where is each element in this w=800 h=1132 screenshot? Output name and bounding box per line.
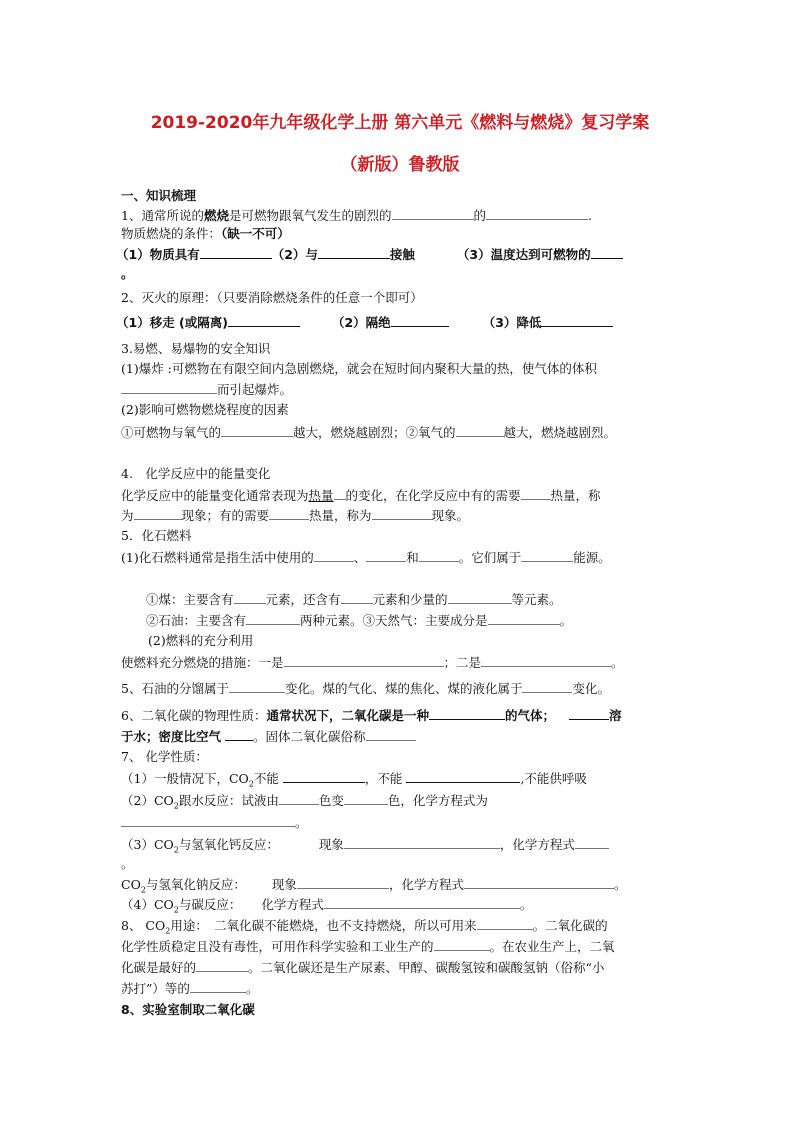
s7-p2-eq [121,814,308,831]
s4-l1 [121,487,601,504]
text: 元素，还含有 [265,592,341,607]
text: 越大，燃烧越剧烈。 [503,425,617,440]
s3-heading: 3.易燃、易爆物的安全知识 [121,341,271,356]
text: 的变化，在化学反应中有的需要 [345,488,521,503]
text: 色，化学方程式为 [387,793,488,808]
subscript: 2 [140,885,146,895]
text: （4）CO [121,897,174,912]
s3-l4 [121,424,616,441]
text: (1)化石燃料通常是指生活中使用的 [121,550,314,565]
lab-heading: 8、实验室制取二氧化碳 [121,1002,255,1017]
blank[interactable] [341,591,373,604]
text: （3）CO [121,837,174,852]
document-title-line1: 2019-2020年九年级化学上册 第六单元《燃料与燃烧》复习学案 [150,113,650,133]
subscript: 2 [173,845,179,855]
text: 和 [406,550,419,565]
s3-l2 [121,381,292,398]
blank[interactable] [121,814,295,827]
blank[interactable] [284,654,444,667]
blank[interactable] [279,792,319,805]
s4-heading: 4. 化学反应中的能量变化 [121,466,271,481]
blank[interactable] [283,770,365,783]
blank[interactable] [324,896,520,909]
text: 现象。 [431,508,470,523]
text: 化学反应中的能量变化通常表现为 [121,488,309,503]
text: 。二氧化碳还是生产尿素、甲醇、碳酸氢铵和碳酸氢钠（俗称“小 [248,960,605,975]
text: 化碳是最好的 [121,960,197,975]
text: 、 [353,550,367,565]
text: ；二是 [443,655,482,670]
text: 变化。 [572,681,610,696]
s5-measures [121,654,624,671]
s7-p4 [121,896,532,919]
subscript: 2 [248,779,254,789]
text: 6、二氧化碳的物理性质： [121,708,267,723]
text: （1）物质具有 [116,247,200,262]
text: ，化学方程式 [499,837,575,852]
text: 8、 CO [121,918,166,933]
blank[interactable] [297,876,389,889]
text: ，不能 [364,771,403,786]
text: 与氢氧化钙反应： [178,837,279,852]
conditions-items [116,246,623,263]
s4-l2 [121,507,469,524]
s2-line: 2、灭火的原理：（只要消除燃烧条件的任意一个即可） [121,290,423,305]
text: 现象 [271,877,297,892]
text: 。 [519,897,533,912]
text: 两种元素。③天然气：主要成分是 [300,613,488,628]
s8-l1 [121,917,608,940]
blank[interactable] [406,770,520,783]
blank[interactable] [522,680,572,693]
blank[interactable] [344,792,388,805]
text: 溶 [609,708,622,723]
s8-l2 [121,938,615,955]
text: 与氢氧化钠反应： [145,877,246,892]
text: （3）温度达到可燃物的 [456,247,591,262]
text: （2）隔绝 [331,315,391,330]
text: 。 [121,266,134,281]
blank[interactable] [488,612,560,625]
text: 物质燃烧的条件： [121,226,222,241]
text: 的气体； [504,708,555,723]
text: 使燃料充分燃烧的措施：一是 [121,655,284,670]
document-title-line2: （新版）鲁教版 [340,155,460,175]
text: 现象 [318,837,344,852]
blank[interactable] [486,207,588,220]
text: 。 [121,856,134,871]
subscript: 2 [173,801,179,811]
text: (2)影响可燃物燃烧程度的因素 [121,402,289,417]
text: 。 [559,613,573,628]
blank[interactable] [229,680,285,693]
blank[interactable] [190,980,246,993]
text: (2)燃料的充分利用 [148,633,254,648]
blank[interactable] [221,424,293,437]
s5-heading: 5．化石燃料 [121,528,192,543]
text: 于水；密度比空气 [121,729,222,744]
text: 越大，燃烧越剧烈；②氧气的 [293,425,456,440]
text: ②石油：主要含有 [146,613,247,628]
text: 跟水反应：试液由 [178,793,279,808]
s5b-line [121,680,610,697]
text: （1）移走 (或隔离) [116,315,228,330]
blank[interactable] [591,246,623,259]
text: 。 [295,815,308,830]
text: 。二氧化碳的 [532,918,608,933]
blank[interactable] [448,591,512,604]
text: 。 [253,729,266,744]
text: 。在农业生产上，二氧 [489,939,615,954]
blank[interactable] [392,207,474,220]
text: 色变 [318,793,344,808]
text: 固体二氧化碳俗称 [265,729,366,744]
s8-l3 [121,959,604,976]
blank[interactable] [434,938,490,951]
conditions-line [121,226,290,242]
blank[interactable] [521,487,551,500]
text: 燃烧 [203,208,229,223]
text: 热量，称 [550,488,601,503]
text: 苏打”）等的 [121,981,190,996]
text: 化学性质稳定且没有毒性，可用作科学实验和工业生产的 [121,939,434,954]
text: 是可燃物跟氧气发生的剧烈的 [228,208,392,223]
text: 化学方程式 [261,897,324,912]
s7-heading: 7、 化学性质： [121,749,208,764]
blank[interactable] [429,707,505,720]
blank[interactable] [314,549,354,562]
blank[interactable] [541,314,613,327]
blank[interactable] [372,507,432,520]
text: （3）降低 [482,315,542,330]
s5-oil [146,612,572,629]
blank[interactable] [225,728,253,741]
s7-p3 [121,836,609,859]
text: 接触 [389,247,415,262]
blank[interactable] [234,591,266,604]
text: 。 [611,655,624,670]
text: ，化学方程式 [388,877,464,892]
s6-l2 [121,728,416,745]
text: 等元素。 [511,592,562,607]
text: ,不能供呼吸 [520,771,587,786]
text: 热量 [308,488,334,503]
blank[interactable] [477,917,533,930]
blank[interactable] [334,487,346,500]
section-heading: 一、知识梳理 [121,188,197,203]
text: 元素和少量的 [372,592,448,607]
text: 能源。 [573,550,611,565]
blank[interactable] [196,959,248,972]
s5-coal [146,591,562,608]
text: ①煤：主要含有 [146,592,234,607]
text: 与碳反应： [178,897,242,912]
blank[interactable] [200,246,272,259]
text: （缺一不可） [221,226,290,241]
text: 。 [613,877,627,892]
subscript: 2 [173,905,179,915]
s2-items [116,314,613,331]
text: （1）一般情况下，CO [121,771,249,786]
blank[interactable] [419,549,459,562]
text: 而引起爆炸。 [217,382,293,397]
q1-line [121,207,592,224]
text: 变化。煤的气化、煤的焦化、煤的液化属于 [284,681,523,696]
text: 5、石油的分馏属于 [121,681,229,696]
blank[interactable] [269,507,309,520]
s7-p1 [121,770,587,793]
text: ①可燃物与氧气的 [121,425,222,440]
text: 现象；有的需要 [181,508,270,523]
text: 的 [473,208,487,223]
text: （2）CO [121,793,174,808]
text: 。 [245,981,259,996]
blank[interactable] [391,314,449,327]
text: CO [121,877,141,892]
blank[interactable] [569,707,609,720]
s6-l1 [121,707,622,724]
blank[interactable] [521,549,573,562]
text: 为 [121,508,134,523]
blank[interactable] [481,654,611,667]
blank[interactable] [456,424,504,437]
blank[interactable] [366,728,416,741]
blank[interactable] [318,246,390,259]
blank[interactable] [121,381,217,394]
blank[interactable] [246,612,300,625]
text: 不能 [253,771,279,786]
blank[interactable] [134,507,182,520]
text: 热量，称为 [309,508,372,523]
s7-p2 [121,792,488,815]
text: (1)爆炸 :可燃物在有限空间内急剧燃烧，就会在短时间内聚积大量的热，使气体的体积 [121,361,597,376]
blank[interactable] [464,876,614,889]
text: 用途： 二氧化碳不能燃烧，也不支持燃烧，所以可用来 [170,918,477,933]
subscript: 2 [165,926,171,936]
s8-l4 [121,980,258,997]
blank[interactable] [228,314,300,327]
text: 1、通常所说的 [121,208,204,223]
blank[interactable] [344,836,500,849]
blank[interactable] [575,836,609,849]
text: （2）与 [271,247,318,262]
text: 通常状况下，二氧化碳是一种 [266,708,429,723]
blank[interactable] [366,549,406,562]
text: 。它们属于 [458,550,522,565]
text: . [588,208,592,223]
s5-l1 [121,549,611,566]
